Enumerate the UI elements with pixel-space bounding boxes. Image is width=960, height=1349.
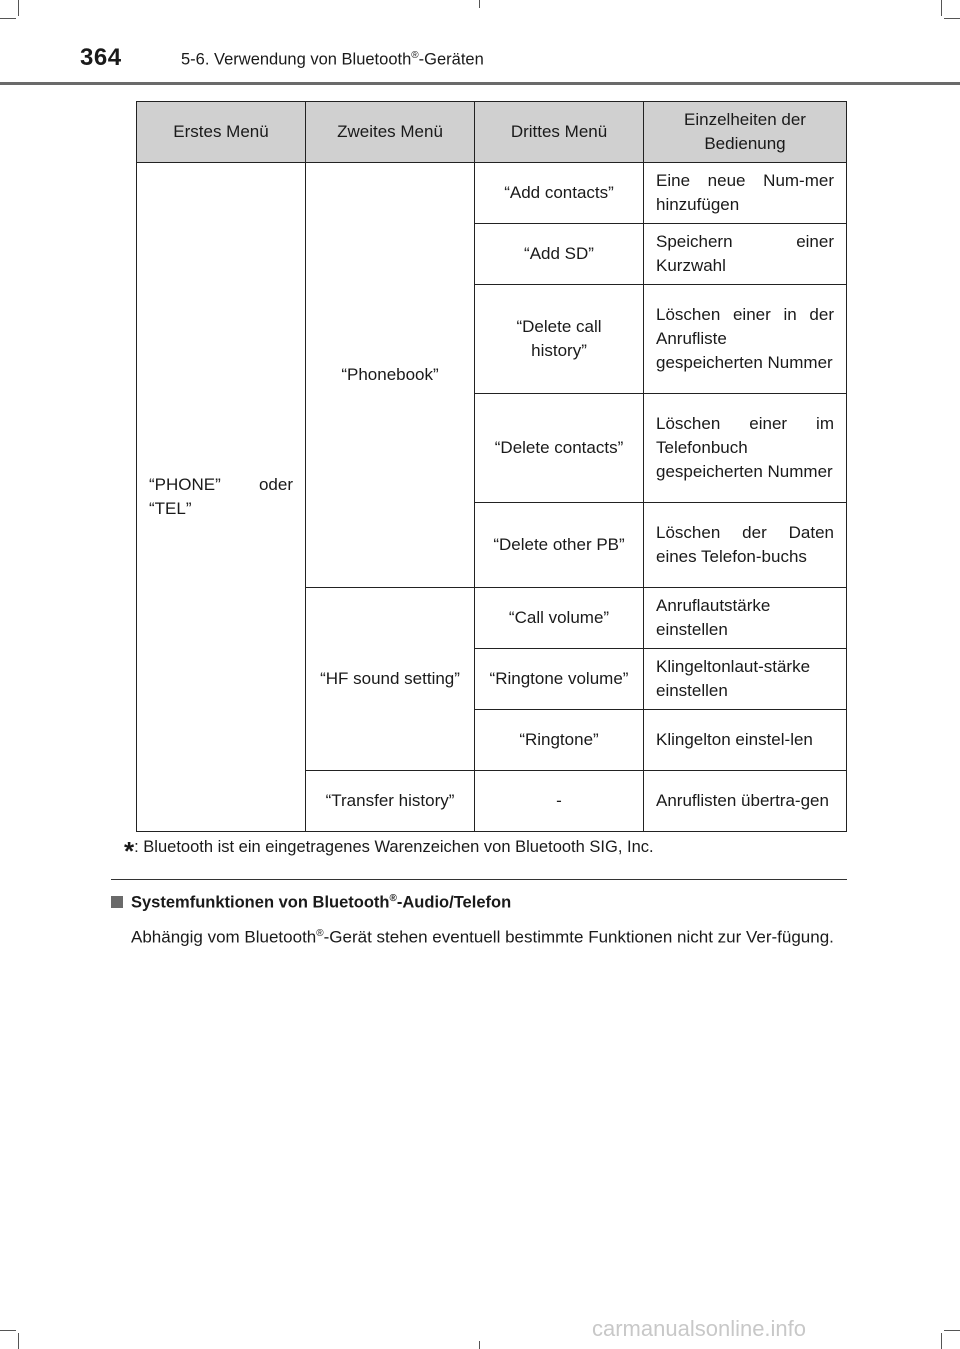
crop-mark [944, 1330, 960, 1331]
section-title: 5-6. Verwendung von Bluetooth®-Geräten [181, 50, 484, 69]
detail-cell: Eine neue Num-mer hinzufügen [644, 163, 847, 224]
watermark: carmanualsonline.info [592, 1316, 807, 1341]
detail-cell: Anruflautstärke einstellen [644, 588, 847, 649]
subsection-body: Abhängig vom Bluetooth®-Gerät stehen eventuell bestimmte Funktionen nicht zur Ver-fügung. [131, 927, 834, 947]
header-first-menu: Erstes Menü [137, 102, 306, 163]
page-number: 364 [80, 44, 122, 71]
detail-cell: Löschen einer in der Anrufliste gespeicherten Nummer [644, 285, 847, 394]
detail-cell: Löschen einer im Telefonbuch gespeicherten Nummer [644, 394, 847, 503]
section-divider [111, 879, 847, 880]
second-menu-cell: “Transfer history” [306, 771, 475, 832]
third-menu-cell: “Add SD” [475, 224, 644, 285]
table-row [137, 163, 847, 224]
subsection-heading: Systemfunktionen von Bluetooth®-Audio/Telefon [111, 893, 511, 913]
first-menu-cell: “PHONE” oder “TEL” [137, 163, 306, 832]
third-menu-cell: “Add contacts” [475, 163, 644, 224]
third-menu-cell: “Delete call history” [475, 285, 644, 394]
crop-mark [0, 18, 16, 19]
third-menu-cell: - [475, 771, 644, 832]
footnote-text: : Bluetooth ist ein eingetragenes Warenzeichen von Bluetooth SIG, Inc. [134, 838, 654, 856]
header-third-menu: Drittes Menü [475, 102, 644, 163]
crop-mark [18, 0, 19, 16]
third-menu-cell: “Ringtone volume” [475, 649, 644, 710]
header-details: Einzelheiten der Bedienung [644, 102, 847, 163]
header-second-menu: Zweites Menü [306, 102, 475, 163]
crop-mark [941, 0, 942, 16]
third-menu-cell: “Delete other PB” [475, 503, 644, 588]
detail-cell: Klingelton einstel-len [644, 710, 847, 771]
crop-mark [941, 1333, 942, 1349]
crop-mark [944, 18, 960, 19]
detail-cell: Anruflisten übertra-gen [644, 771, 847, 832]
detail-cell: Speichern einer Kurzwahl [644, 224, 847, 285]
table-header-row [137, 102, 847, 163]
detail-cell: Klingeltonlaut-stärke einstellen [644, 649, 847, 710]
crop-mark [0, 1330, 16, 1331]
third-menu-cell: “Ringtone” [475, 710, 644, 771]
square-bullet-icon [111, 896, 123, 908]
footnote-star: * [124, 836, 135, 866]
header-rule [0, 82, 960, 85]
footnote [124, 836, 654, 867]
detail-cell: Löschen der Daten eines Telefon-buchs [644, 503, 847, 588]
crop-mark [479, 0, 480, 8]
crop-mark [18, 1333, 19, 1349]
third-menu-cell: “Delete contacts” [475, 394, 644, 503]
second-menu-cell: “HF sound setting” [306, 588, 475, 771]
second-menu-cell: “Phonebook” [306, 163, 475, 588]
menu-table [136, 101, 847, 832]
crop-mark [479, 1341, 480, 1349]
third-menu-cell: “Call volume” [475, 588, 644, 649]
